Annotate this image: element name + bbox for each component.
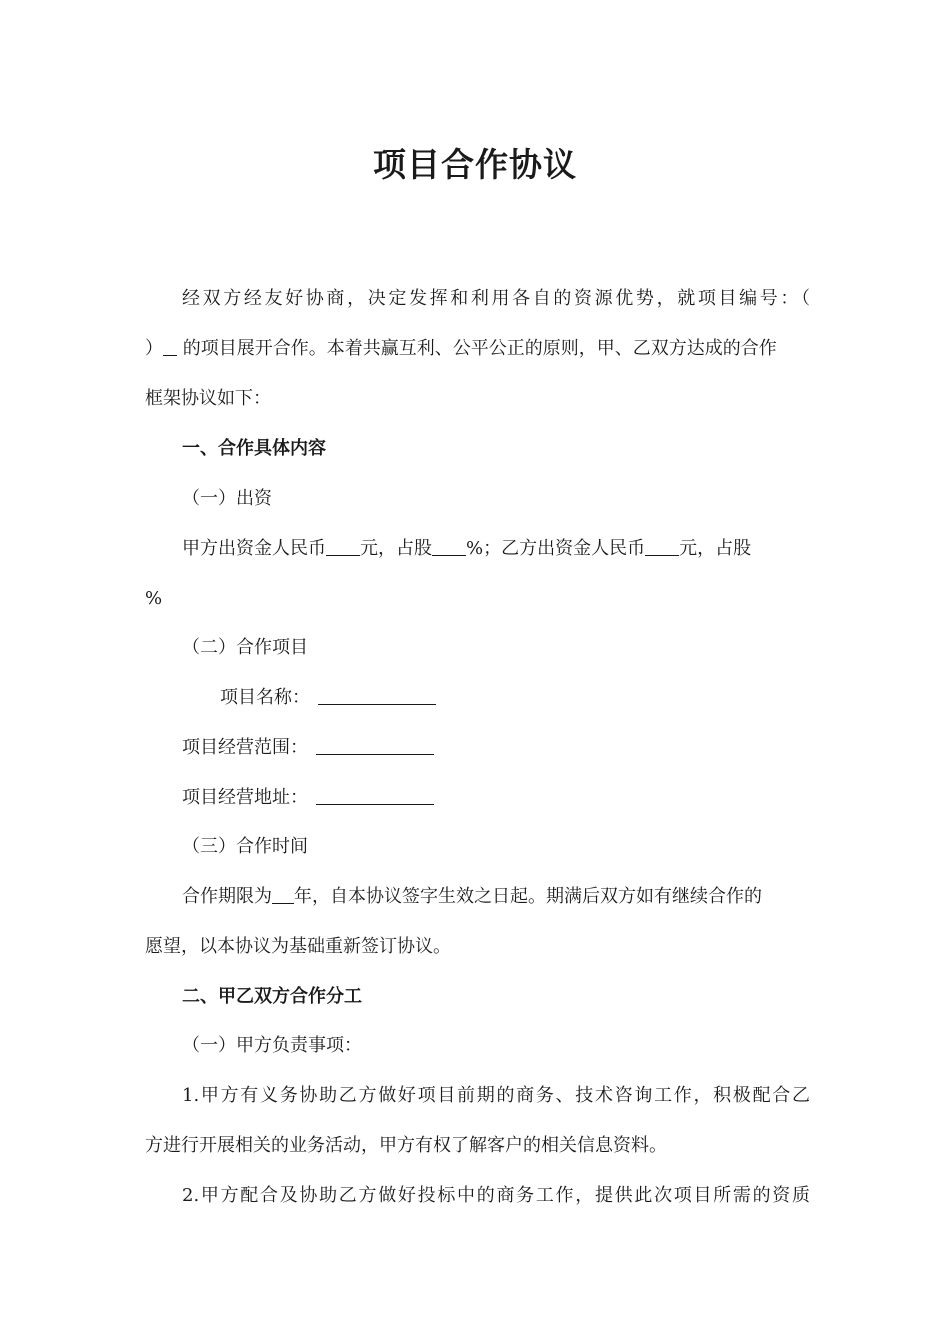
- duty-1-line-1: 1.甲方有义务协助乙方做好项目前期的商务、技术咨询工作，积极配合乙: [182, 1085, 810, 1106]
- party-a-share-blank: [432, 537, 466, 556]
- intro-line-1: 经双方经友好协商，决定发挥和利用各自的资源优势，就项目编号：（: [182, 288, 810, 309]
- project-number-close: ）: [145, 338, 163, 359]
- party-a-share-label: 元，占股: [360, 538, 432, 559]
- investment-text: [182, 534, 751, 564]
- project-scope-blank: [316, 736, 434, 755]
- subsection-term: （三）合作时间: [182, 836, 308, 857]
- subsection-investment: （一）出资: [182, 488, 272, 509]
- document-title: 项目合作协议: [373, 145, 577, 184]
- project-name-blank: [318, 686, 436, 705]
- project-name-label: 项目名称：: [220, 687, 310, 708]
- investment-percent: %: [145, 588, 163, 609]
- section-2-heading: 二、甲乙双方合作分工: [182, 986, 362, 1007]
- duty-2-line-1: 2.甲方配合及协助乙方做好投标中的商务工作，提供此次项目所需的资质: [182, 1185, 810, 1206]
- investment-party-b-label: %；乙方出资金人民币: [466, 538, 646, 559]
- project-address-blank: [316, 786, 434, 805]
- intro-line-3: 框架协议如下：: [145, 388, 271, 409]
- duty-1-line-2: 方进行开展相关的业务活动，甲方有权了解客户的相关信息资料。: [145, 1135, 667, 1156]
- project-name-field: [145, 683, 810, 713]
- project-address-field: [145, 783, 810, 813]
- project-scope-label: 项目经营范围：: [182, 737, 308, 758]
- investment-party-a-label: 甲方出资金人民币: [182, 538, 326, 559]
- intro-line-2-text: 的项目展开合作。本着共赢互利、公平公正的原则，甲、乙双方达成的合作: [182, 338, 777, 359]
- subsection-project: （二）合作项目: [182, 637, 308, 658]
- term-line-2: 愿望，以本协议为基础重新签订协议。: [145, 936, 451, 957]
- party-b-amount-blank: [645, 537, 679, 556]
- term-label: 合作期限为: [182, 886, 272, 907]
- party-b-share-label: 元，占股: [679, 538, 752, 559]
- section-1-heading: 一、合作具体内容: [182, 438, 326, 459]
- investment-line: [145, 534, 810, 564]
- intro-line-2: [145, 334, 810, 364]
- project-address-label: 项目经营地址：: [182, 787, 308, 808]
- project-number-blank: [163, 337, 177, 356]
- term-years-blank: [272, 885, 294, 904]
- term-text: 年，自本协议签字生效之日起。期满后双方如有继续合作的: [294, 886, 762, 907]
- project-scope-field: [145, 733, 810, 763]
- subsection-party-a-duties: （一）甲方负责事项：: [182, 1035, 362, 1056]
- party-a-amount-blank: [326, 537, 360, 556]
- term-line-1: [145, 882, 810, 912]
